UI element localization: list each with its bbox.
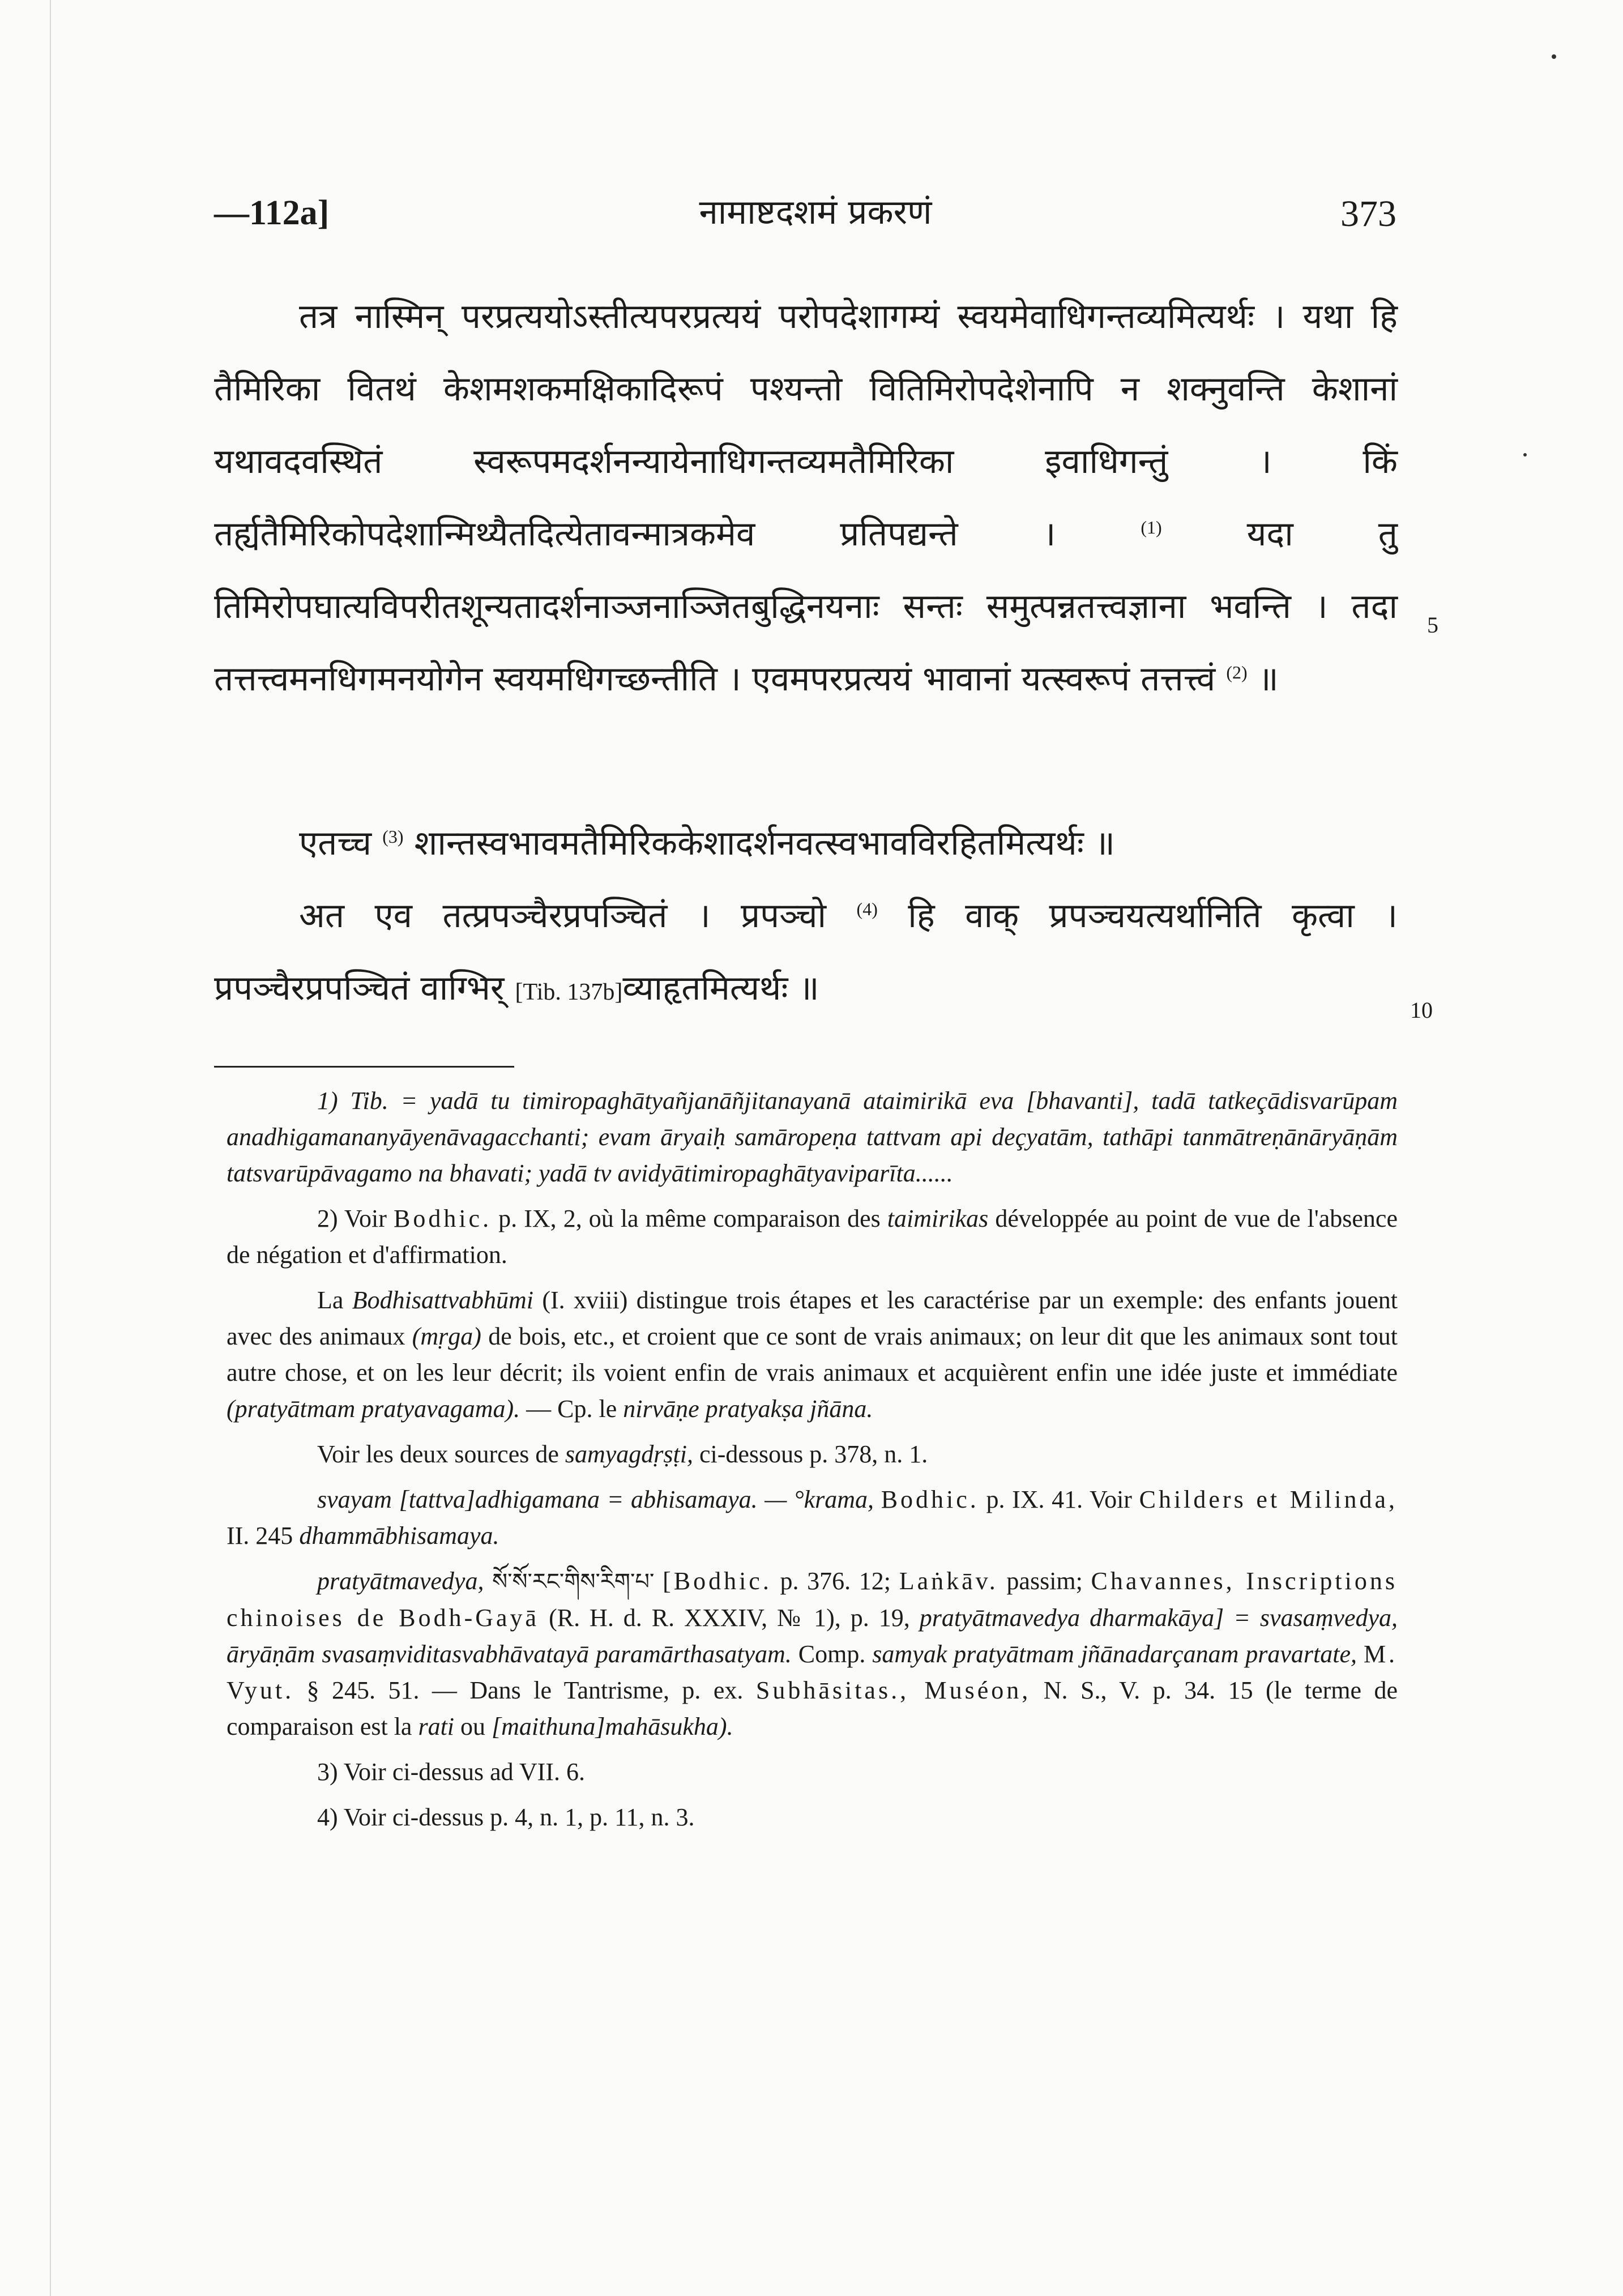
footnote-2-abhisamaya: svayam [tattva]adhigamana = abhisamaya. — °krama, Bodhic. p. IX. 41. Voir Childers et Milinda, II. 245 dhammābhisamaya. <box>227 1486 1398 1550</box>
sanskrit-paragraph-3 <box>214 880 1398 1028</box>
sanskrit-text: हि वाक् प्रपञ्चयत्यर्थानिति कृत्वा । प्रपञ्चैरप्रपञ्चितं वाग्भिर् <box>214 896 1398 1008</box>
sanskrit-paragraph-2 <box>214 807 1398 880</box>
footnote-marker-3: (3) <box>382 826 404 847</box>
sanskrit-text: तत्र नास्मिन् परप्रत्ययोऽस्तीत्यपरप्रत्ययं परोपदेशागम्यं स्वयमेवाधिगन्तव्यमित्यर्थः । यथा हि तैमिरिका वितथं केशमशकमक्षिकादिरूपं पश्यन्तो वितिमिरोपदेशेनापि न शक्नुवन्ति केशानां यथावदवस्थितं स्वरूपमदर्शनन्यायेनाधिगन्तव्यमतैमिरिका इवाधिगन्तुं । किं तर्ह्यतैमिरिकोपदेशान्मिथ्यैतदित्येतावन्मात्रकमेव प्रतिपद्यन्ते । <box>214 297 1398 554</box>
scan-speck <box>1523 453 1527 456</box>
page-number: 373 <box>1340 193 1396 234</box>
scan-speck <box>1552 54 1556 59</box>
footnote-marker-4: (4) <box>856 899 878 919</box>
footnote-rule <box>214 1066 514 1068</box>
footnote-2-bodhisattvabhumi: La Bodhisattvabhūmi (I. xviii) distingue trois étapes et les caractérise par un exemple: des enfants jouent avec des animaux (mṛga) de bois, etc., et croient que ce sont de vrais animaux; on leur dit que les animaux sont tout autre chose, et on les leur décrit; ils voient enfin de vrais animaux et acquièrent enfin une idée juste et immédiate (pratyātmam pratyavagama). — Cp. le nirvāṇe pratyakṣa jñāna. <box>227 1286 1398 1423</box>
footnote-2-pratyatmavedya: pratyātmavedya, སོ་སོ་རང་གིས་རིག་པ་ [Bodhic. p. 376. 12; Laṅkāv. passim; Chavannes, Inscriptions chinoises de Bodh-Gayā (R. H. d. R. XXXIV, № 1), p. 19, pratyātmavedya dharmakāya] = svasaṃvedya, āryāṇām svasaṃviditasvabhāvatayā paramārthasatyam. Comp. samyak pratyātmam jñānadarçanam pravartate, M. Vyut. § 245. 51. — Dans le Tantrisme, p. ex. Subhāsitas., Muséon, N. S., V. p. 34. 15 (le terme de comparaison est la rati ou [maithuna]mahāsukha). <box>227 1567 1398 1740</box>
line-number-5: 5 <box>1427 612 1438 638</box>
header-chapter-title: नामाष्टदशमं प्रकरणं <box>699 193 932 232</box>
footnote-3: 3) Voir ci-dessus ad VII. 6. <box>317 1758 585 1786</box>
footnote-marker-1: (1) <box>1141 517 1162 537</box>
footnote-2: 2) Voir Bodhic. p. IX, 2, où la même comparaison des taimirikas développée au point de vue de l'absence de négation et d'affirmation. <box>227 1205 1398 1269</box>
line-number-10: 10 <box>1410 997 1433 1023</box>
sanskrit-paragraph-1 <box>214 280 1398 715</box>
sanskrit-text: ॥ <box>1258 659 1279 699</box>
footnote-marker-2: (2) <box>1226 662 1248 682</box>
footnotes <box>227 1083 1398 1845</box>
sanskrit-text: शान्तस्वभावमतैमिरिककेशादर्शनवत्स्वभावविरहितमित्यर्थः ॥ <box>414 823 1115 863</box>
sanskrit-text: यदा तु तिमिरोपघात्यविपरीतशून्यतादर्शनाञ्जनाञ्जितबुद्धिनयनाः सन्तः समुत्पन्नतत्त्वज्ञाना भवन्ति । तदा तत्तत्त्वमनधिगमनयोगेन स्वयमधिगच्छन्तीति । एवमपरप्रत्ययं भावानां यत्स्वरूपं तत्तत्त्वं <box>214 514 1398 699</box>
footnote-4: 4) Voir ci-dessus p. 4, n. 1, p. 11, n. 3. <box>317 1803 695 1831</box>
footnote-1: 1) Tib. = yadā tu timiropaghātyañjanāñjitanayanā ataimirikā eva [bhavanti], tadā tatkeçādisvarūpam anadhigamananyāyenāvagacchanti; evam āryaiḥ samāropeṇa tattvam api deçyatām, tathāpi tanmātreṇānāryāṇām tatsvarūpāvagamo na bhavati; yadā tv avidyātimiropaghātyaviparīta...... <box>227 1087 1398 1187</box>
page-edge-line <box>50 0 51 2296</box>
sanskrit-text: एतच्च <box>299 823 372 863</box>
tibetan-script: སོ་སོ་རང་གིས་རིག་པ་ <box>492 1569 655 1595</box>
header-section-ref: —112a] <box>214 194 330 232</box>
sanskrit-text: अत एव तत्प्रपञ्चैरप्रपञ्चितं । प्रपञ्चो <box>299 896 827 936</box>
footnote-2-samyagdrsti: Voir les deux sources de samyagdṛṣṭi, ci-dessous p. 378, n. 1. <box>317 1440 928 1468</box>
sanskrit-text: व्याहृतमित्यर्थः ॥ <box>622 968 819 1008</box>
tibetan-folio-ref: [Tib. 137b] <box>515 979 623 1005</box>
